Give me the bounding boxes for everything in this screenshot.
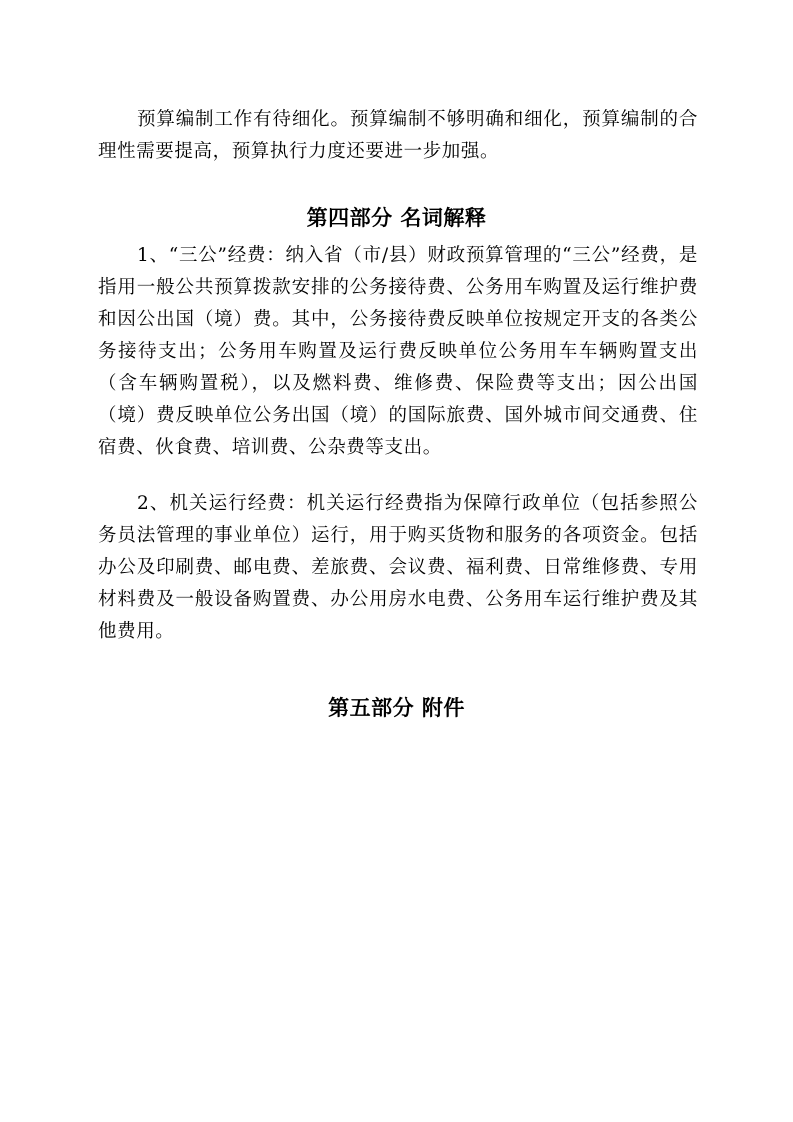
paragraph-operating-expenses-definition: 2、机关运行经费：机关运行经费指为保障行政单位（包括参照公务员法管理的事业单位）运行，用于购买货物和服务的各项资金。包括办公及印刷费、邮电费、差旅费、会议费、福利费、日常维修费、专用材料费及一般设备购置费、办公用房水电费、公务用车运行维护费及其他费用。	[98, 493, 698, 642]
paragraph-sangong-definition: 1、“三公”经费：纳入省（市/县）财政预算管理的“三公”经费，是指用一般公共预算拨款安排的公务接待费、公务用车购置及运行维护费和因公出国（境）费。其中，公务接待费反映单位按规定开支的各类公务接待支出；公务用车购置及运行费反映单位公务用车车辆购置支出（含车辆购置税），以及燃料费、维修费、保险费等支出；因公出国（境）费反映单位公务出国（境）的国际旅费、国外城市间交通费、住宿费、伙食费、培训费、公杂费等支出。	[98, 245, 698, 458]
section-4-heading: 第四部分 名词解释	[306, 206, 487, 230]
section-5-heading: 第五部分 附件	[328, 696, 465, 720]
paragraph-budget-refinement: 预算编制工作有待细化。预算编制不够明确和细化，预算编制的合理性需要提高，预算执行力度还要进一步加强。	[98, 109, 698, 162]
